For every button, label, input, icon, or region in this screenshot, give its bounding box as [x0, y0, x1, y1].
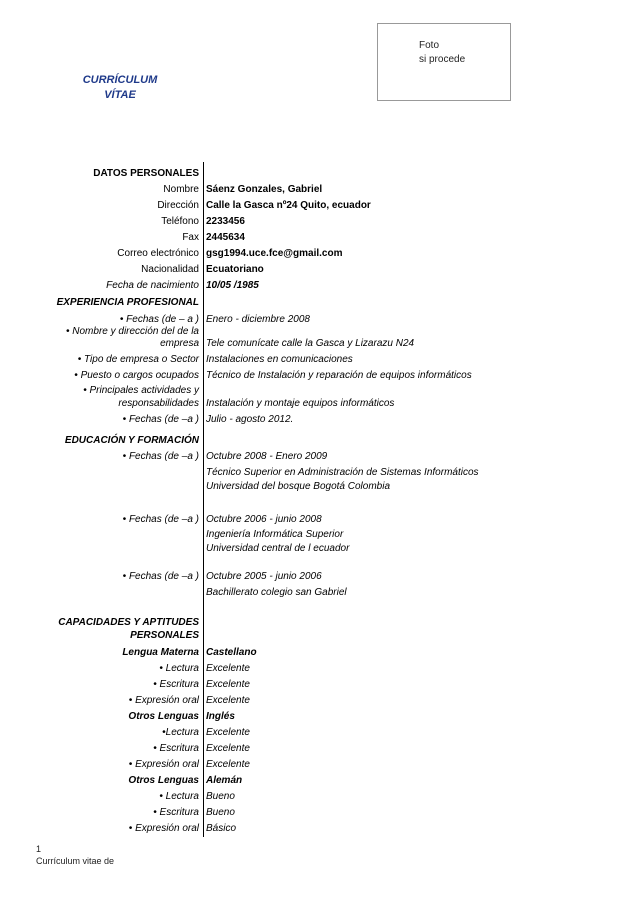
- section-heading-experience: EXPERIENCIA PROFESIONAL: [56, 297, 199, 308]
- other1-oral-value: Excelente: [206, 759, 250, 770]
- exp-duties-label-2: responsabilidades: [118, 398, 199, 409]
- exp-position-label: • Puesto o cargos ocupados: [74, 370, 199, 381]
- other2-reading-row: [0, 790, 638, 806]
- exp-dates2-label: • Fechas (de –a ): [122, 414, 199, 425]
- mother-oral-label: • Expresión oral: [128, 695, 199, 706]
- exp-position-row: [0, 369, 638, 385]
- mother-reading-value: Excelente: [206, 663, 250, 674]
- mother-oral-row: [0, 694, 638, 710]
- other2-reading-value: Bueno: [206, 791, 235, 802]
- exp-employer-label-1: • Nombre y dirección del de la: [65, 326, 199, 337]
- mother-tongue-value: Castellano: [206, 647, 257, 658]
- other1-writing-value: Excelente: [206, 743, 250, 754]
- education-heading-row: [0, 434, 638, 450]
- edu2-line2-row: [0, 542, 638, 558]
- section-heading-personal: DATOS PERSONALES: [93, 168, 199, 179]
- other1-oral-row: [0, 758, 638, 774]
- mother-writing-label: • Escritura: [153, 679, 199, 690]
- edu2-dates-label: • Fechas (de –a ): [122, 514, 199, 525]
- other2-oral-label: • Expresión oral: [128, 823, 199, 834]
- exp-duties-value: Instalación y montaje equipos informáticos: [206, 398, 395, 409]
- name-value: Sáenz Gonzales, Gabriel: [206, 184, 323, 195]
- edu1-dates-row: [0, 450, 638, 466]
- birth-value: 10/05 /1985: [206, 280, 259, 291]
- edu1-dates-value: Octubre 2008 - Enero 2009: [206, 451, 328, 462]
- other2-oral-row: [0, 822, 638, 838]
- other2-oral-value: Básico: [206, 823, 237, 834]
- other1-reading-value: Excelente: [206, 727, 250, 738]
- other1-writing-label: • Escritura: [153, 743, 199, 754]
- other2-label: Otros Lenguas: [128, 775, 199, 786]
- other2-value: Alemán: [206, 775, 243, 786]
- edu3-line1: Bachillerato colegio san Gabriel: [206, 587, 347, 598]
- personal-heading-row: [0, 167, 638, 183]
- email-value: gsg1994.uce.fce@gmail.com: [206, 248, 343, 259]
- edu1-dates-label: • Fechas (de –a ): [122, 451, 199, 462]
- document-title: [70, 73, 170, 103]
- exp-employer-row: [0, 337, 638, 353]
- birth-row: [0, 279, 638, 295]
- address-row: [0, 199, 638, 215]
- photo-caption-line2: si procede: [419, 54, 466, 65]
- edu3-line1-row: [0, 586, 638, 602]
- edu2-line1: Ingeniería Informática Superior: [206, 529, 344, 540]
- photo-caption-line1: Foto: [419, 40, 440, 51]
- edu2-dates-value: Octubre 2006 - junio 2008: [206, 514, 322, 525]
- edu1-line2-row: [0, 480, 638, 496]
- other1-oral-label: • Expresión oral: [128, 759, 199, 770]
- page-footer: [36, 843, 114, 867]
- title-line2: VÍTAE: [104, 89, 136, 101]
- mother-reading-row: [0, 662, 638, 678]
- other1-reading-row: [0, 726, 638, 742]
- edu2-dates-row: [0, 513, 638, 529]
- name-row: [0, 183, 638, 199]
- mother-tongue-row: [0, 646, 638, 662]
- other1-row: [0, 710, 638, 726]
- footer-text: Currículum vitae de: [36, 856, 115, 866]
- exp-duties-label-1: • Principales actividades y: [83, 385, 199, 396]
- fax-value: 2445634: [206, 232, 245, 243]
- phone-value: 2233456: [206, 216, 245, 227]
- nationality-label: Nacionalidad: [141, 264, 199, 275]
- edu1-line2: Universidad del bosque Bogotá Colombia: [206, 481, 391, 492]
- page-number: 1: [36, 844, 42, 854]
- section-heading-skills-1: CAPACIDADES Y APTITUDES: [58, 617, 199, 628]
- exp-type-label: • Tipo de empresa o Sector: [77, 354, 199, 365]
- exp-dates2-row: [0, 413, 638, 429]
- other2-writing-row: [0, 806, 638, 822]
- edu2-line2: Universidad central de l ecuador: [206, 543, 350, 554]
- other1-reading-label: •Lectura: [162, 727, 199, 738]
- mother-oral-value: Excelente: [206, 695, 250, 706]
- other2-writing-label: • Escritura: [153, 807, 199, 818]
- email-row: [0, 247, 638, 263]
- mother-writing-row: [0, 678, 638, 694]
- other1-value: Inglés: [206, 711, 235, 722]
- exp-dates2-value: Julio - agosto 2012.: [206, 414, 294, 425]
- phone-row: [0, 215, 638, 231]
- edu1-line1: Técnico Superior en Administración de Sistemas Informáticos: [206, 467, 479, 478]
- nationality-row: [0, 263, 638, 279]
- exp-duties-row: [0, 397, 638, 413]
- exp-dates-value: Enero - diciembre 2008: [206, 314, 310, 325]
- section-heading-education: EDUCACIÓN Y FORMACIÓN: [64, 435, 199, 446]
- mother-tongue-label: Lengua Materna: [122, 647, 199, 658]
- address-label: Dirección: [157, 200, 199, 211]
- title-line1: CURRÍCULUM: [82, 74, 158, 86]
- photo-placeholder: [377, 23, 511, 101]
- edu3-dates-value: Octubre 2005 - junio 2006: [206, 571, 322, 582]
- photo-caption: [419, 39, 465, 67]
- exp-employer-label-2: empresa: [160, 338, 199, 349]
- edu3-dates-row: [0, 570, 638, 586]
- fax-label: Fax: [182, 232, 199, 243]
- name-label: Nombre: [163, 184, 199, 195]
- other2-writing-value: Bueno: [206, 807, 235, 818]
- experience-heading-row: [0, 296, 638, 312]
- skills-heading-row2: [0, 629, 638, 645]
- other2-row: [0, 774, 638, 790]
- address-value: Calle la Gasca nº24 Quito, ecuador: [206, 200, 371, 211]
- nationality-value: Ecuatoriano: [206, 264, 264, 275]
- other1-writing-row: [0, 742, 638, 758]
- mother-writing-value: Excelente: [206, 679, 250, 690]
- exp-position-value: Técnico de Instalación y reparación de equipos informáticos: [206, 370, 472, 381]
- other1-label: Otros Lenguas: [128, 711, 199, 722]
- other2-reading-label: • Lectura: [159, 791, 199, 802]
- mother-reading-label: • Lectura: [159, 663, 199, 674]
- phone-label: Teléfono: [161, 216, 199, 227]
- email-label: Correo electrónico: [117, 248, 199, 259]
- exp-type-row: [0, 353, 638, 369]
- birth-label: Fecha de nacimiento: [106, 280, 199, 291]
- edu3-dates-label: • Fechas (de –a ): [122, 571, 199, 582]
- exp-dates-label: • Fechas (de – a ): [119, 314, 199, 325]
- fax-row: [0, 231, 638, 247]
- section-heading-skills-2: PERSONALES: [130, 630, 199, 641]
- exp-employer-value: Tele comunícate calle la Gasca y Lizarazu N24: [206, 338, 415, 349]
- exp-type-value: Instalaciones en comunicaciones: [206, 354, 353, 365]
